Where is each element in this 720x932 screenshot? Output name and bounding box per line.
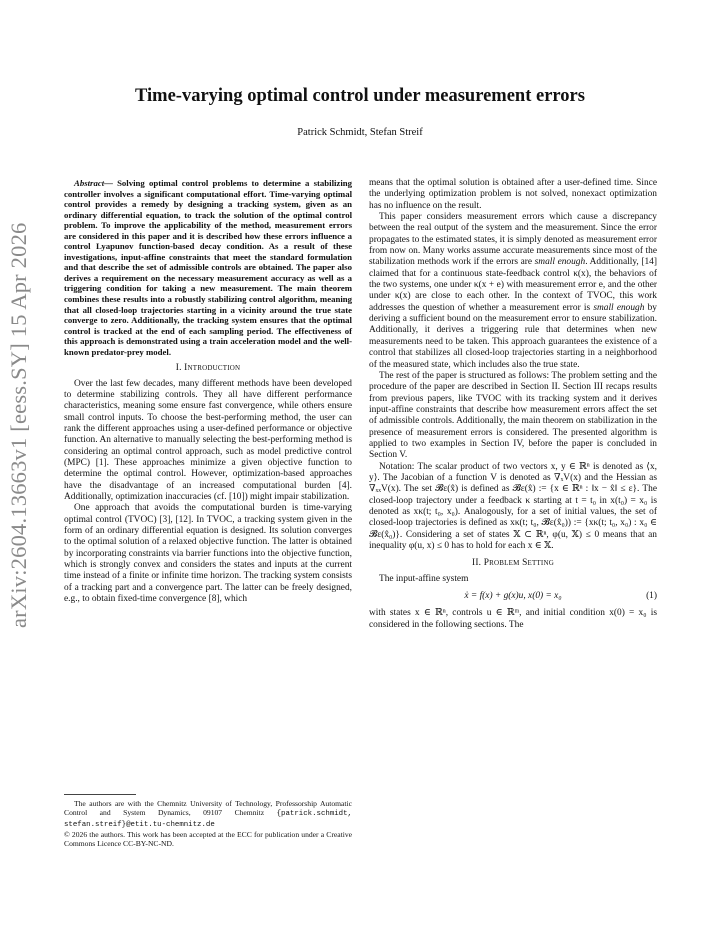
intro-paragraph-2: One approach that avoids the computational burden is time-varying optimal control (TVOC) [3], [12]. In TVOC, a tracking system given in the form of an ordinary differential equation is designed. Its solution converges to the optimal solution of a relaxed objective function. The latter is obtained by incorporating constraints via barrier functions into the objective function, which is strongly convex and considers the states and inputs at the current time instead of a finite or infinite time horizon. The tracking system consists of a tracking part and a convergence part. The latter can be freely designed, e.g., to obtain fixed-time convergence [8], which (64, 503, 352, 605)
equation-1-number: (1) (646, 591, 657, 602)
right-column (369, 178, 657, 631)
right-paragraph-1: means that the optimal solution is obtained after a user-defined time. Since the underlying optimization problem is not solved, nonexact optimization has no influence on the result. (369, 178, 657, 211)
footnote (64, 799, 352, 848)
footnote-affiliation-text: The authors are with the Chemnitz University of Technology, Professorship Automatic Control and System Dynamics, 09107 Chemnitz (64, 799, 352, 818)
section-heading-problem-setting: II. Problem Setting (472, 558, 554, 569)
right-paragraph-2-part-b: . Additionally, [14] claimed that for a continuous state-feedback control κ(x), the behaviors of the two systems, one under κ(x + e) with measurement error e, and the other under κ(x) are close to each other. In the context of TVOC, this work addresses the question of whether a measurement error is (369, 257, 657, 313)
right-paragraph-2 (369, 212, 657, 371)
equation-1-body: ẋ = f(x) + g(x)u, x(0) = x₀ (464, 591, 562, 602)
section-heading-introduction: I. Introduction (175, 363, 241, 374)
after-equation-text: with states x ∈ ℝⁿ, controls u ∈ ℝᵐ, and initial condition x(0) = x₀ is considered in the following sections. The (369, 608, 657, 630)
right-paragraph-3: The rest of the paper is structured as follows: The problem setting and the procedure of the paper are described in Section II. Section III recaps results from previous papers, like TVOC with its tracking system and it derives input-affine constraints that describe how measurement errors affect the set of admissible controls. Additionally, the main theorem on stabilization in the presence of measurement errors is considered. The presented algorithm is applied to two examples in Section IV, before the paper is concluded in Section V. (369, 370, 657, 461)
notation-paragraph: Notation: The scalar product of two vectors x, y ∈ ℝⁿ is denoted as ⟨x, y⟩. The Jacobian of a function V is denoted as ∇ₓV(x) and the Hessian as ∇ₓₓV(x). The set 𝓑ε(x̂) is defined as 𝓑ε(x̂) := {x ∈ ℝⁿ : ‖x − x̂‖ ≤ ε}. The closed-loop trajectory under a feedback κ starting at t = t₀ in x(t₀) = x₀ is denoted as xκ(t; t₀, x₀). Analogously, for a set of initial values, the set of closed-loop trajectories is defined as xκ(t; t₀, 𝓑ε(x̂₀)) := {xκ(t; t₀, x₀) : x₀ ∈ 𝓑ε(x̂₀)}. Considering a set of states 𝕏 ⊂ ℝⁿ, φ(u, 𝕏) ≤ 0 means that an inequality φ(u, x) ≤ 0 has to hold for each x ∈ 𝕏. (369, 461, 657, 551)
paper-title: Time-varying optimal control under measurement errors (135, 86, 585, 106)
footnote-affiliation (64, 799, 352, 830)
intro-paragraph-1: Over the last few decades, many different methods have been developed to determine stabilizing controls. They all have different performance characteristics, meaning some ensure fast convergence, while others ensure small control inputs. To choose the best-performing method, the user can rank the different approaches using a user-defined performance or objective function. An alternative to manually selecting the best-performing method is considering an optimal control approach, such as model predictive control (MPC) [1]. These approaches minimize a given objective function to determine the optimal control. However, optimization-based approaches have the disadvantage of an increased computational burden [4]. Additionally, optimization inaccuracies (cf. [10]) might impair stabilization. (64, 378, 352, 503)
abstract (64, 178, 352, 357)
emphasis-small-enough-1: small enough (534, 257, 586, 268)
footnote-copyright: © 2026 the authors. This work has been accepted at the ECC for publication under a Creative Commons Licence CC-BY-NC-ND. (64, 830, 352, 849)
system-intro: The input-affine system (379, 573, 469, 584)
emphasis-small-enough-2: small enough (593, 302, 645, 313)
abstract-label: Abstract (74, 178, 105, 188)
right-paragraph-2-part-a: This paper considers measurement errors which cause a discrepancy between the real output of the system and the measurement. Since the error propagates to the estimated states, it is simply denoted as measurement error from now on. Many works assume accurate measurements since most of the stabilization methods work if the errors are (369, 212, 657, 268)
right-paragraph-2-part-c: by deriving a sufficient bound on the measurement error to ensure stabilization. Additionally, it derives a triggering rule that determines when new measurements need to be taken. This approach guarantees the existence of a control that stabilizes all closed-loop trajectories starting in a neighborhood of the measured state, which includes also the true state. (369, 302, 657, 370)
footnote-email: {patrick.schmidt, stefan.streif}@etit.tu-chemnitz.de (64, 810, 352, 830)
abstract-text: — Solving optimal control problems to determine a stabilizing controller involves a significant computational effort. Time-varying optimal control provides a remedy by designing a tracking system, given as an ordinary differential equation, to track the solution of the optimal control problem. To improve the applicability of the method, measurement errors are considered in this paper and it is described how these errors influence a control Lyapunov function-based decay condition. As a result of these investigations, input-affine constraints that meet the standard formulation and that describe the set of admissible controls are obtained. The paper also derives a requirement on the necessary measurement accuracy as well as a triggering condition for taking a new measurement. The main theorem combines these results into a robustly stabilizing control algorithm, meaning that all closed-loop trajectories starting in a vicinity around the true state converge to zero. Additionally, the tracking system ensures that the optimal control is tracked at the end of each sampling period. The effectiveness of this approach is demonstrated using a train acceleration model and the well-known predator-prey model. (64, 178, 352, 357)
equation-1 (369, 591, 657, 602)
paper-authors: Patrick Schmidt, Stefan Streif (297, 127, 423, 138)
footnote-divider (64, 794, 136, 795)
left-column (64, 178, 352, 606)
arxiv-identifier: arXiv:2604.13663v1 [eess.SY] 15 Apr 2026 (6, 222, 31, 628)
